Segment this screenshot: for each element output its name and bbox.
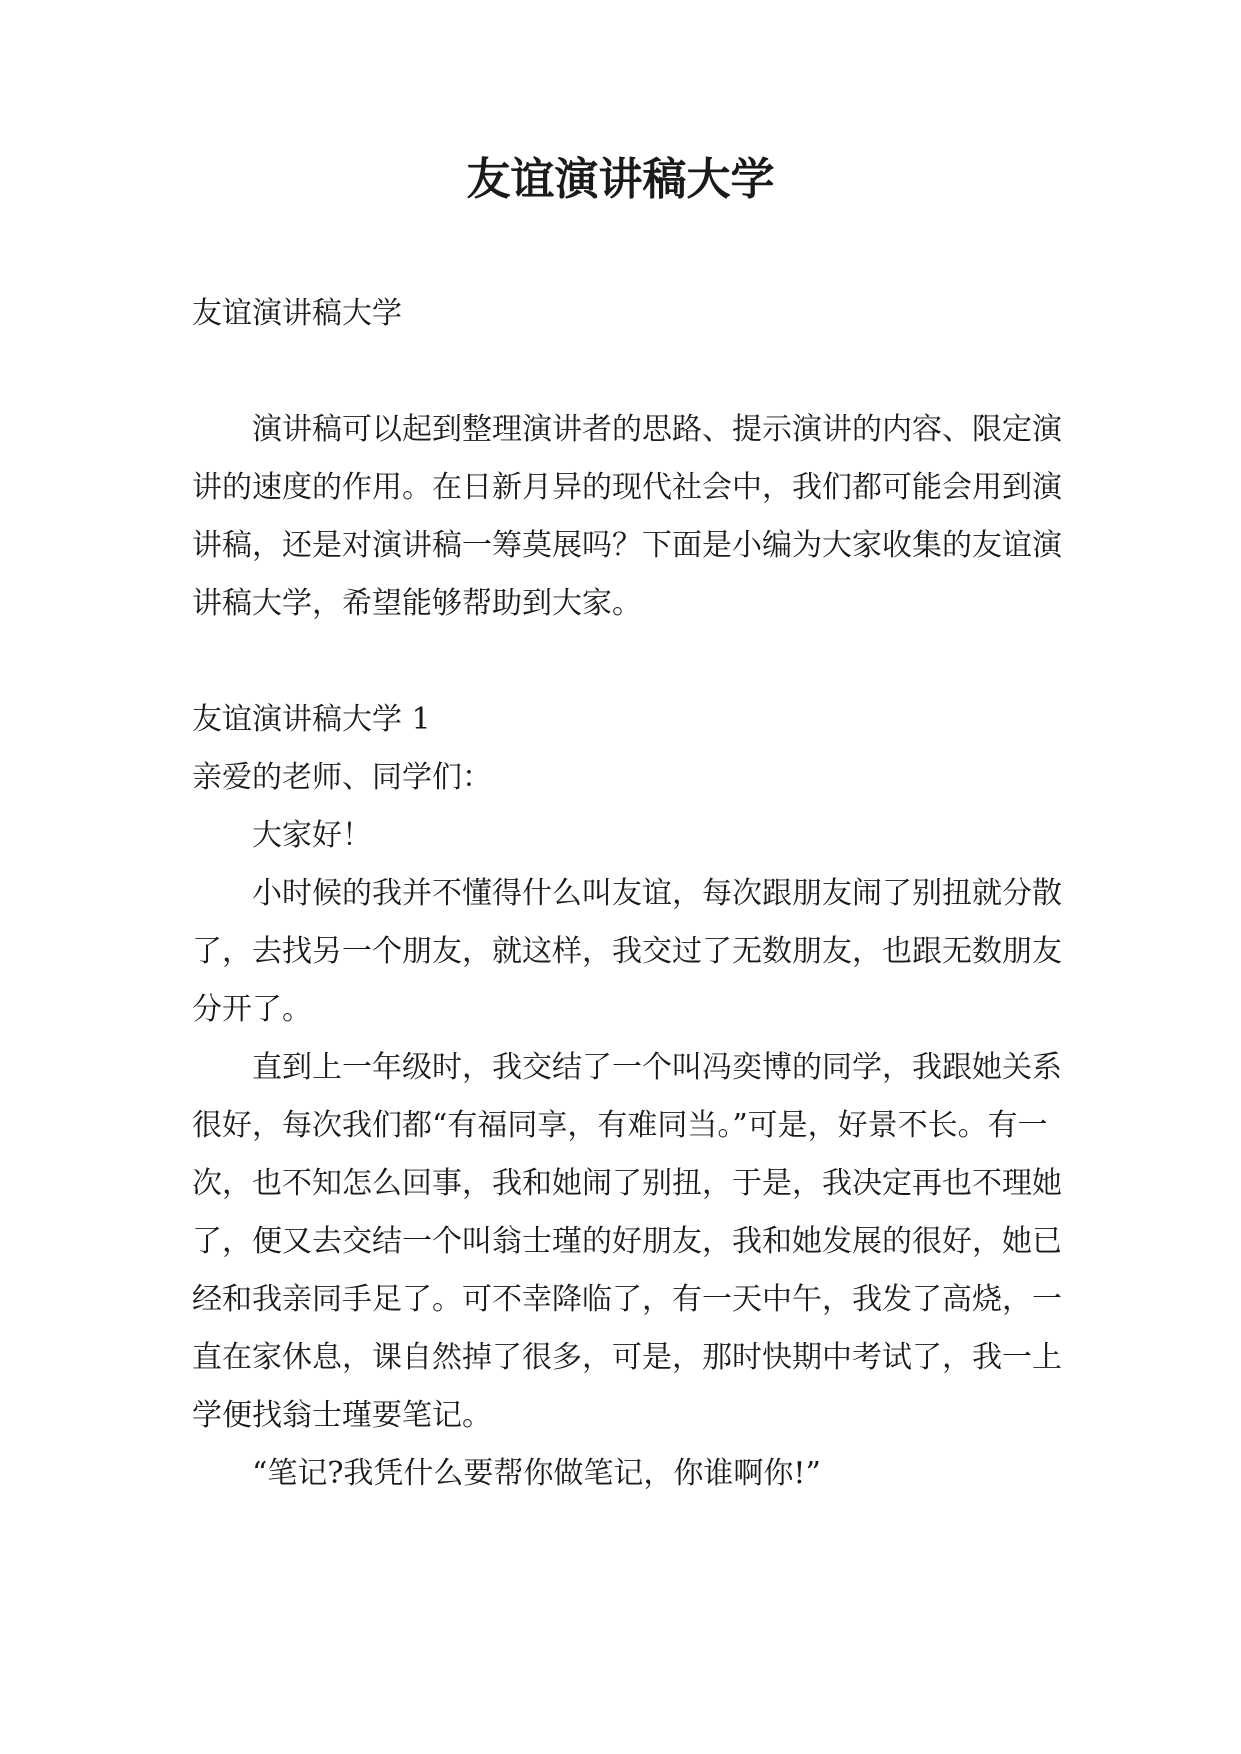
body-paragraph: 小时候的我并不懂得什么叫友谊，每次跟朋友闹了别扭就分散了，去找另一个朋友，就这样，我交过了无数朋友，也跟无数朋友分开了。	[192, 876, 1062, 1027]
document-title: 友谊演讲稿大学	[466, 154, 775, 205]
document-body	[192, 285, 1072, 1503]
document-subtitle: 友谊演讲稿大学	[192, 296, 402, 331]
body-paragraph: “笔记?我凭什么要帮你做笔记，你谁啊你!”	[252, 1456, 821, 1491]
section-heading: 友谊演讲稿大学 1	[192, 702, 431, 737]
greeting: 大家好！	[252, 818, 372, 853]
body-paragraph: 直到上一年级时，我交结了一个叫冯奕博的同学，我跟她关系很好，每次我们都“有福同享，有难同当。”可是，好景不长。有一次，也不知怎么回事，我和她闹了别扭，于是，我决定再也不理她了，便又去交结一个叫翁士瑾的好朋友，我和她发展的很好，她已经和我亲同手足了。可不幸降临了，有一天中午，我发了高烧，一直在家休息，课自然掉了很多，可是，那时快期中考试了，我一上学便找翁士瑾要笔记。	[192, 1050, 1062, 1433]
intro-paragraph: 演讲稿可以起到整理演讲者的思路、提示演讲的内容、限定演讲的速度的作用。在日新月异的现代社会中，我们都可能会用到演讲稿，还是对演讲稿一筹莫展吗？下面是小编为大家收集的友谊演讲稿大学，希望能够帮助到大家。	[192, 412, 1062, 621]
salutation: 亲爱的老师、同学们：	[192, 760, 492, 795]
